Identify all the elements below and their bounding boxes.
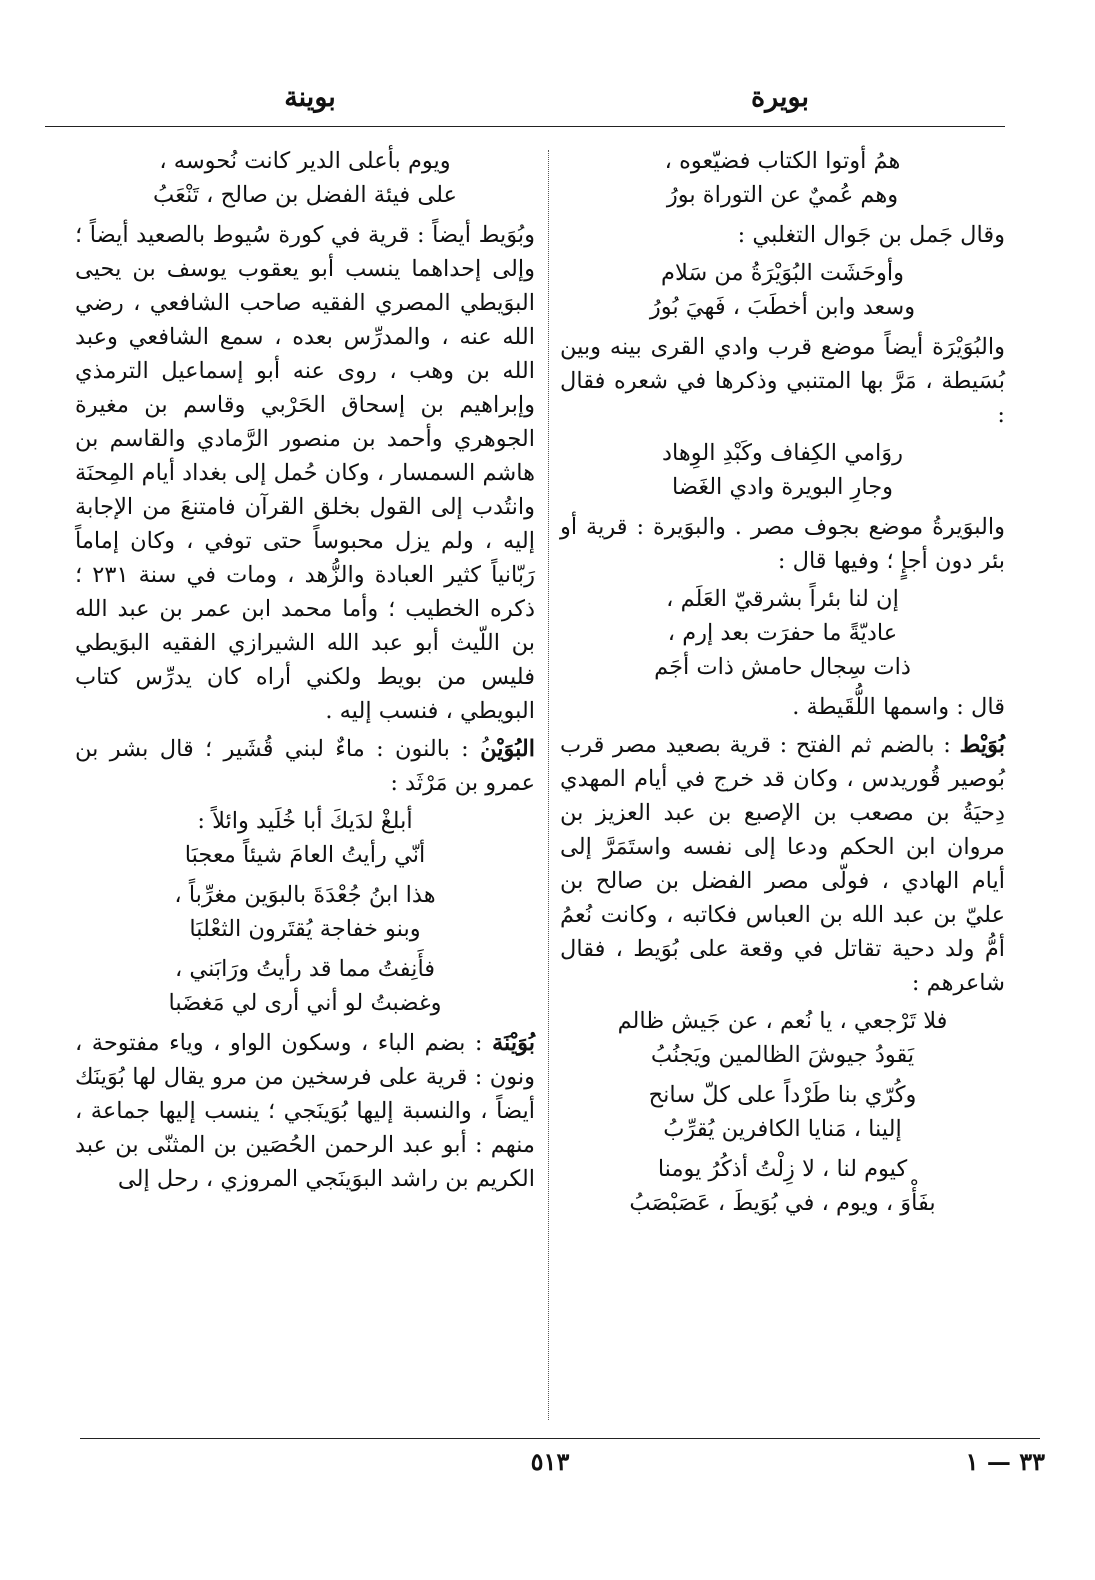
verse-line: وغضبتُ لو أني أرى لي مَغضَبا: [168, 990, 442, 1016]
verse-block: [75, 952, 535, 1020]
page-number: ٥١٣: [530, 1447, 570, 1476]
verse-line: أبلغْ لدَيكَ أبا خُلَيد وائلاً :: [197, 808, 413, 834]
verse-block: [75, 144, 535, 212]
verse-line: وجارِ البويرة وادي الغَضا: [671, 474, 893, 500]
verse-line: فأَنِفتُ مما قد رأيتُ ورَابَني ،: [174, 956, 436, 982]
verse-block: [560, 256, 1005, 324]
entry-text: والبُوَيْرَة أيضاً موضع قرب وادي القرى بينه وبين بُسَيطة ، مَرَّ بها المتنبي وذكرها في شعره فقال :: [560, 334, 1005, 428]
verse-line: همُ أوتوا الكتاب فضيّعوه ،: [664, 148, 901, 174]
entry-paragraph: [560, 218, 1005, 252]
verse-line: وهم عُميٌ عن التوراة بورُ: [666, 182, 899, 208]
verse-line: يَقودُ جيوشَ الظالمين ويَجنُبُ: [650, 1042, 915, 1068]
verse-block: [75, 804, 535, 872]
verse-line: روَامي الكِفاف وكَبْدِ الوِهاد: [662, 440, 903, 466]
verse-block: [560, 582, 1005, 684]
entry-text: ُ : بالنون : ماءٌ لبني قُشَير ؛ قال بشر بن عمرو بن مَرْثَد :: [75, 736, 535, 796]
verse-block: [560, 436, 1005, 504]
verse-line: عاديّةً ما حفرَت بعد إرم ،: [667, 620, 898, 646]
verse-line: أنّي رأيتُ العامَ شيئاً معجبَا: [184, 842, 426, 868]
running-header-left: بوينة: [284, 82, 336, 113]
verse-line: بفَأْوَ ، ويوم ، في بُوَيطَ ، عَصَبْصَبُ: [629, 1190, 936, 1216]
verse-block: [560, 1078, 1005, 1146]
verse-block: [560, 1152, 1005, 1220]
entry-paragraph: [560, 690, 1005, 724]
verse-line: ويوم بأعلى الدير كانت نُحوسه ،: [159, 148, 451, 174]
running-header-right: بويرة: [750, 82, 810, 113]
entry-text: : بضم الباء ، وسكون الواو ، وياء مفتوحة ، ونون : قرية على فرسخين من مرو يقال لها بُوَينَك أيضاً ، والنسبة إليها بُوَينَجي ؛ ينسب إليها جماعة ، منهم : أبو عبد الرحمن الحُصَين بن المثنّى بن عبد الكريم بن راشد البوَينَجي المروزي ، رحل إلى: [75, 1030, 535, 1192]
entry-text: قال : واسمها اللُّقَيطة .: [792, 694, 1005, 720]
entry-headword: بُوَيْط: [959, 732, 1005, 758]
verse-block: [560, 1004, 1005, 1072]
entry-text: وبُوَيط أيضاً : قرية في كورة سُيوط بالصعيد أيضاً ؛ وإلى إحداهما ينسب أبو يعقوب يوسف بن يحيى البوَيطي المصري الفقيه صاحب الشافعي ، رضي الله عنه ، والمدرِّس بعده ، سمع الشافعي وعبد الله بن وهب ، روى عنه أبو إسماعيل الترمذي وإبراهيم بن إسحاق الحَرْبي وقاسم بن مغيرة الجوهري وأحمد بن منصور الرَّمادي والقاسم بن هاشم السمسار ، وكان حُمل إلى بغداد أيام المِحنَة وانتُدب إلى القول بخلق القرآن فامتنعَ من الإجابة إليه ، ولم يزل محبوساً حتى توفي ، وكان إماماً رَبّانياً كثير العبادة والزُّهد ، ومات في سنة ٢٣١ ؛ ذكره الخطيب ؛ وأما محمد ابن عمر بن عبد الله بن اللّيث أبو عبد الله الشيرازي الفقيه البوَيطي فليس من بويط ولكني أراه كان يدرِّس كتاب البويطي ، فنسب إليه .: [75, 222, 535, 724]
verse-line: على فيئة الفضل بن صالح ، تَنْعَبُ: [153, 182, 457, 208]
column-divider: [548, 150, 549, 1420]
entry-text: والبوَيرةُ موضع بجوف مصر . والبوَيرة : قرية أو بئر دون أجإٍ ؛ وفيها قال :: [560, 514, 1005, 574]
entry-paragraph: [560, 330, 1005, 432]
right-column: [560, 140, 1005, 1226]
entry-paragraph: [560, 728, 1005, 1000]
verse-line: هذا ابنُ جُعْدَةَ بالبوَين مغرِّباً ،: [174, 882, 436, 908]
verse-line: وبنو خفاجة يُقتَرون الثعْلبَا: [189, 916, 421, 942]
header-rule: [45, 126, 1005, 127]
left-column: [75, 140, 535, 1196]
verse-line: وكُرّي بنا طَرْداً على كلّ سانح: [648, 1082, 917, 1108]
verse-line: وسعد وابن أخطَبَ ، فَهيَ بُورُ: [649, 294, 916, 320]
verse-line: إلينا ، مَنايا الكافرين يُقرِّبُ: [663, 1116, 902, 1142]
verse-line: كيوم لنا ، لا زِلْتُ أذكُرُ يومنا: [657, 1156, 908, 1182]
verse-line: وأوحَشَت البُوَيْرَةُ من سَلام: [661, 260, 904, 286]
verse-block: [560, 144, 1005, 212]
verse-block: [75, 878, 535, 946]
entry-headword: البُوَيْن: [480, 736, 535, 762]
entry-headword: بُوَيْنَة: [491, 1030, 535, 1056]
entry-paragraph: [75, 732, 535, 800]
verse-line: إن لنا بئراً بشرقيّ العَلَم ،: [666, 586, 899, 612]
entry-text: : بالضم ثم الفتح : قرية بصعيد مصر قرب بُوصير قُوريدس ، وكان قد خرج في أيام المهدي دِحيَةُ بن مصعب بن الإصبع بن عبد العزيز بن مروان ابن الحكم ودعا إلى نفسه واستَمَرَّ إلى أيام الهادي ، فولّى مصر الفضل بن صالح بن عليّ بن عبد الله بن العباس فكاتبه ، وكانت نُعمُ أمُّ ولد دحية تقاتل في وقعة على بُوَيط ، فقال شاعرهم :: [560, 732, 1005, 996]
entry-text: وقال جَمل بن جَوال التغلبي :: [737, 222, 1005, 248]
footer-rule: [80, 1438, 1040, 1439]
entry-paragraph: [75, 1026, 535, 1196]
verse-line: فلا تَرْجعي ، يا نُعم ، عن جَيش ظالم: [617, 1008, 948, 1034]
entry-paragraph: [560, 510, 1005, 578]
signature-mark: ٣٣ — ١: [965, 1447, 1045, 1476]
verse-line: ذات سِجال حامش ذات أجَم: [654, 654, 911, 680]
entry-paragraph: [75, 218, 535, 728]
